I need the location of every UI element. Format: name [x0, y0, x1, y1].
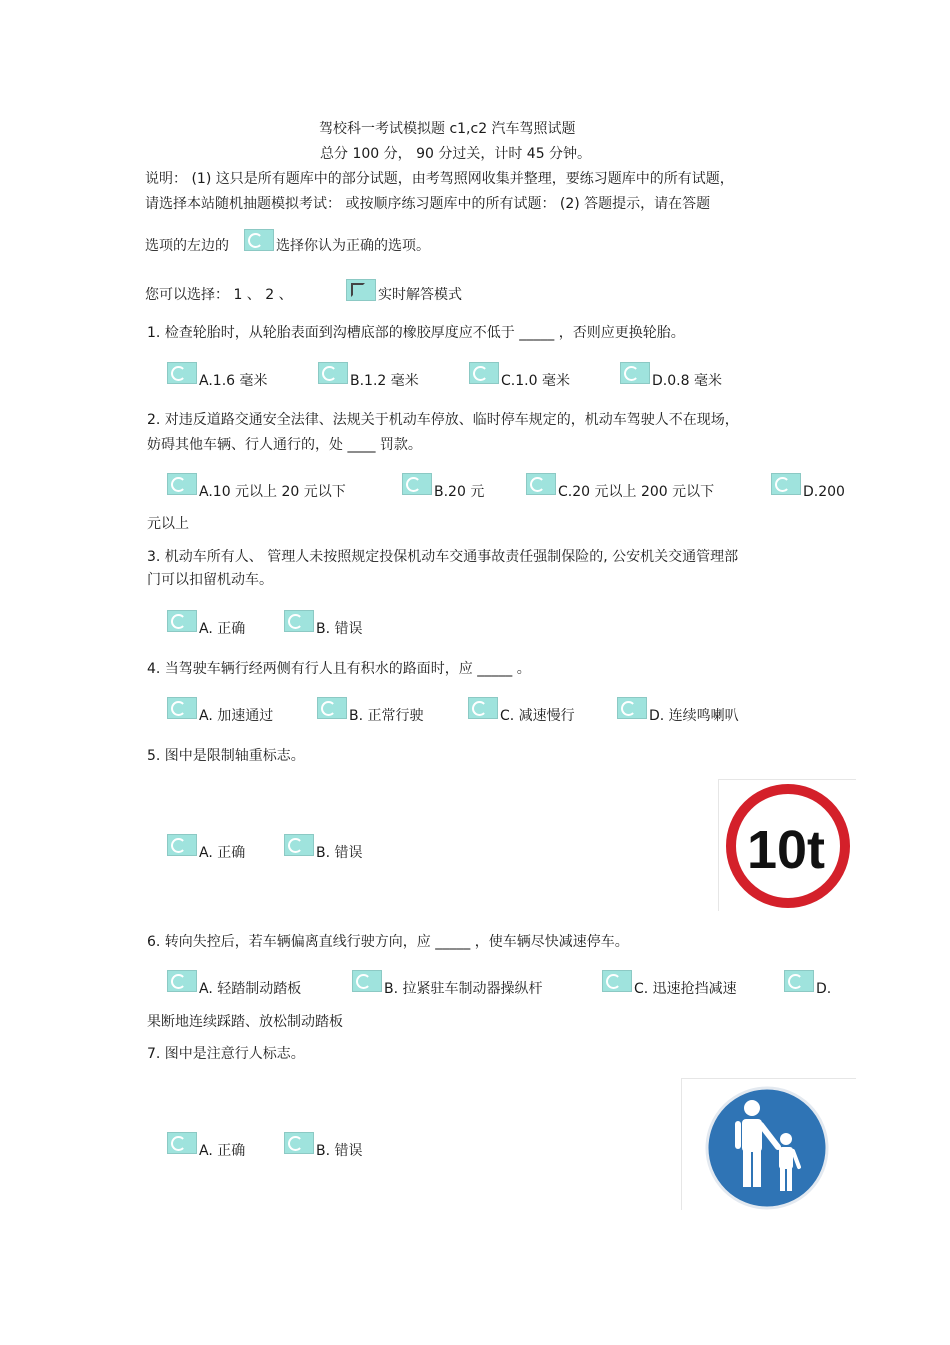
q2-option-d-cont: 元以上	[147, 516, 189, 532]
question-2-text: 2. 对违反道路交通安全法律、法规关于机动车停放、临时停车规定的，机动车驾驶人不在现场，	[147, 412, 739, 428]
q6-option-a-radio[interactable]	[167, 970, 197, 992]
q4-option-a: A. 加速通过	[199, 708, 274, 724]
q6-option-a: A. 轻踏制动踏板	[199, 981, 302, 997]
q6-option-d: D.	[816, 981, 832, 997]
q1-option-b: B.1.2 毫米	[350, 373, 419, 389]
q5-option-b-radio[interactable]	[284, 834, 314, 856]
q6-option-c: C. 迅速抢挡减速	[634, 981, 737, 997]
q6-option-c-radio[interactable]	[602, 970, 632, 992]
q4-option-c-radio[interactable]	[468, 697, 498, 719]
question-1-text: 1. 检查轮胎时，从轮胎表面到沟槽底部的橡胶厚度应不低于 _____ ，否则应更换轮胎。	[147, 325, 685, 341]
q1-option-d-radio[interactable]	[620, 362, 650, 384]
question-4-text: 4. 当驾驶车辆行经两侧有行人且有积水的路面时，应 _____ 。	[147, 661, 531, 677]
q3-option-b-radio[interactable]	[284, 610, 314, 632]
q2-option-c: C.20 元以上 200 元以下	[558, 484, 715, 500]
pedestrian-sign-icon	[682, 1079, 857, 1211]
intro-line-3a: 选项的左边的	[145, 238, 229, 254]
q3-option-b: B. 错误	[316, 621, 363, 637]
weight-limit-sign-text: 10t	[746, 820, 826, 880]
q7-option-a-radio[interactable]	[167, 1132, 197, 1154]
intro-line-2: 请选择本站随机抽题模拟考试： 或按顺序练习题库中的所有试题： (2) 答题提示，请在答题	[145, 196, 711, 212]
q1-option-b-radio[interactable]	[318, 362, 348, 384]
q4-option-b: B. 正常行驶	[349, 708, 424, 724]
question-7-text: 7. 图中是注意行人标志。	[147, 1046, 305, 1062]
q6-option-b-radio[interactable]	[352, 970, 382, 992]
weight-limit-sign-image	[718, 779, 856, 911]
q4-option-b-radio[interactable]	[317, 697, 347, 719]
q1-option-c: C.1.0 毫米	[501, 373, 570, 389]
q2-option-b-radio[interactable]	[402, 473, 432, 495]
q6-option-d-cont: 果断地连续踩踏、放松制动踏板	[147, 1014, 343, 1030]
q7-option-b: B. 错误	[316, 1143, 363, 1159]
q2-option-b: B.20 元	[434, 484, 485, 500]
q2-option-a: A.10 元以上 20 元以下	[199, 484, 346, 500]
q3-option-a-radio[interactable]	[167, 610, 197, 632]
page-subtitle: 总分 100 分， 90 分过关，计时 45 分钟。	[320, 146, 592, 162]
question-3-text-2: 门可以扣留机动车。	[147, 572, 273, 588]
mode-select-label: 您可以选择： 1 、 2 、	[145, 287, 293, 303]
q1-option-d: D.0.8 毫米	[652, 373, 722, 389]
q6-option-b: B. 拉紧驻车制动器操纵杆	[384, 981, 543, 997]
q6-option-d-radio[interactable]	[784, 970, 814, 992]
realtime-mode-checkbox[interactable]	[346, 279, 376, 301]
q1-option-a: A.1.6 毫米	[199, 373, 268, 389]
q7-option-b-radio[interactable]	[284, 1132, 314, 1154]
intro-line-1: 说明： (1) 这只是所有题库中的部分试题，由考驾照网收集并整理，要练习题库中的所有试题，	[145, 171, 734, 187]
weight-limit-sign-icon	[719, 780, 857, 912]
page-title: 驾校科一考试模拟题 c1,c2 汽车驾照试题	[319, 121, 576, 137]
q4-option-a-radio[interactable]	[167, 697, 197, 719]
q2-option-a-radio[interactable]	[167, 473, 197, 495]
q4-option-d: D. 连续鸣喇叭	[649, 708, 739, 724]
q4-option-d-radio[interactable]	[617, 697, 647, 719]
q2-option-d: D.200	[803, 484, 845, 500]
question-6-text: 6. 转向失控后，若车辆偏离直线行驶方向，应 _____ ，使车辆尽快减速停车。	[147, 934, 629, 950]
question-5-text: 5. 图中是限制轴重标志。	[147, 748, 305, 764]
q4-option-c: C. 减速慢行	[500, 708, 575, 724]
q1-option-a-radio[interactable]	[167, 362, 197, 384]
q5-option-a: A. 正确	[199, 845, 246, 861]
intro-line-3b: 选择你认为正确的选项。	[276, 238, 430, 254]
q1-option-c-radio[interactable]	[469, 362, 499, 384]
question-3-text: 3. 机动车所有人、 管理人未按照规定投保机动车交通事故责任强制保险的, 公安机关交通管理部	[147, 549, 739, 565]
pedestrian-sign-image	[681, 1078, 856, 1210]
q2-option-d-radio[interactable]	[771, 473, 801, 495]
q7-option-a: A. 正确	[199, 1143, 246, 1159]
example-radio-icon	[244, 229, 274, 251]
realtime-mode-label: 实时解答模式	[378, 287, 462, 303]
q3-option-a: A. 正确	[199, 621, 246, 637]
q2-option-c-radio[interactable]	[526, 473, 556, 495]
q5-option-a-radio[interactable]	[167, 834, 197, 856]
question-2-text-2: 妨碍其他车辆、行人通行的，处 ____ 罚款。	[147, 437, 422, 453]
q5-option-b: B. 错误	[316, 845, 363, 861]
